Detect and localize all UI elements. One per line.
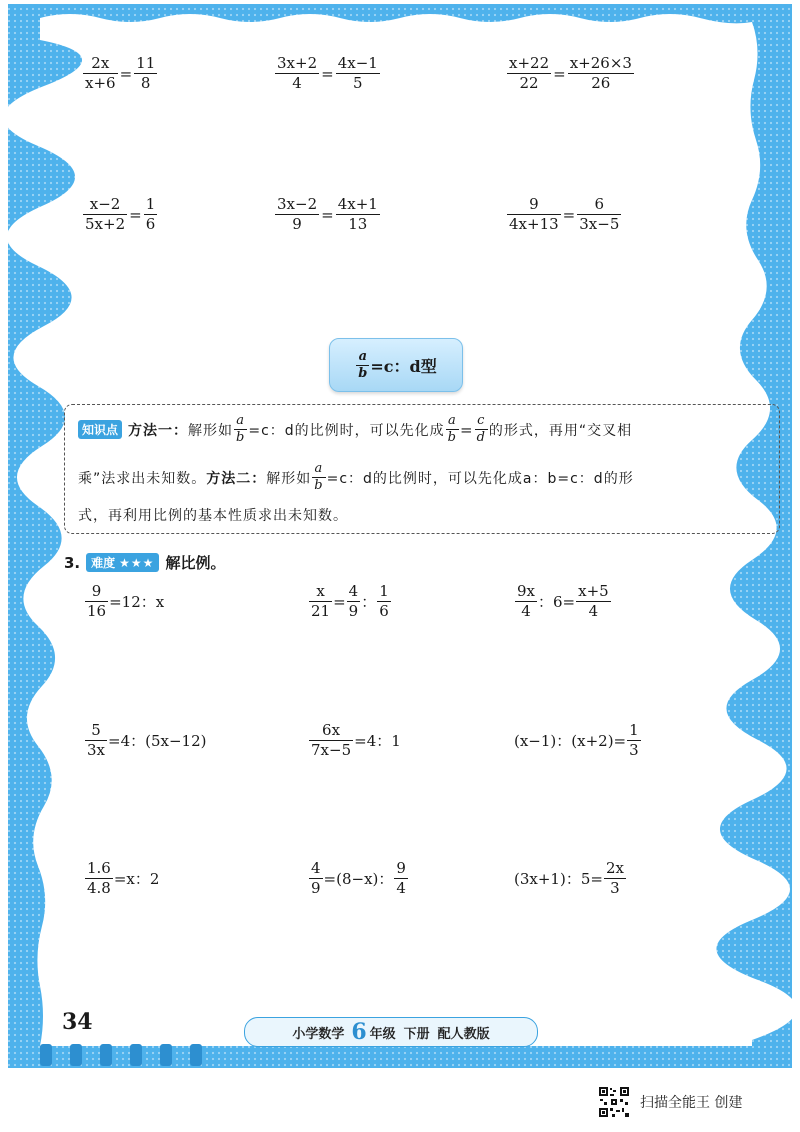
method-one-label: 方法一： (128, 422, 189, 439)
denominator: 9 (292, 215, 302, 233)
numerator: 1 (145, 195, 156, 213)
method-two-label: 方法二： (206, 470, 267, 487)
expression: =(8−x)： (323, 870, 394, 888)
numerator: 9x (517, 582, 536, 600)
equation-top-r1c1: $\frac{2x}{x+6}$ = $\frac{11}{8}$ (85, 54, 156, 92)
numerator: 9 (529, 195, 539, 213)
grade-label: 年级 (369, 1026, 396, 1042)
proportion-r1c2 (308, 583, 392, 620)
denominator: 3 (610, 879, 620, 897)
type-title-box (329, 338, 463, 392)
denominator: 22 (519, 74, 539, 92)
numerator: 5 (91, 721, 101, 739)
denominator: 4 (521, 602, 531, 620)
type-title-suffix: 型 (420, 356, 437, 376)
numerator: 1 (379, 582, 389, 600)
numerator: 6 (594, 195, 605, 213)
denominator: 6 (145, 215, 156, 233)
difficulty-badge (86, 553, 159, 572)
denominator: 26 (591, 74, 611, 92)
expression: ： (361, 593, 377, 611)
difficulty-label: 难度 (91, 556, 116, 570)
denominator: b (358, 365, 368, 381)
numerator: x−2 (89, 195, 121, 213)
denominator: 3x−5 (579, 215, 620, 233)
numerator: 3x+2 (277, 54, 318, 72)
equation-top-r1c2: $\frac{3x+2}{4}$ = $\frac{4x-1}{5}$ (277, 54, 378, 92)
denominator: d (476, 430, 486, 445)
equation-top-r2c3: $\frac{9}{4x+13}$ = $\frac{6}{3x-5}$ (509, 195, 620, 233)
denominator: 21 (311, 602, 331, 620)
question-3-header (64, 552, 225, 573)
denominator: 6 (379, 602, 389, 620)
denominator: 9 (311, 879, 321, 897)
numerator: 1.6 (87, 859, 111, 877)
numerator: 11 (136, 54, 156, 72)
proportion-r1c3 (514, 583, 612, 620)
denominator: 9 (348, 602, 359, 620)
denominator: 4 (292, 74, 302, 92)
text: =c：d的比例时，可以先化成 (248, 422, 445, 439)
text: 的形式，再用“交叉相 (488, 422, 633, 439)
edition-label: 配人教版 (437, 1026, 490, 1042)
numerator: 4 (348, 582, 359, 600)
proportion-r3c3 (514, 860, 627, 897)
proportion-r3c2 (308, 860, 409, 897)
denominator: 3 (629, 741, 639, 759)
expression: =4：(5x−12) (108, 732, 207, 750)
numerator: 4x−1 (337, 54, 378, 72)
numerator: 9 (91, 582, 102, 600)
question-title: 解比例。 (165, 554, 226, 572)
knowledge-line-1: 知识点 方法一： 解形如 $\frac{a}{b}$ =c：d的比例时，可以先化成 $\frac{a}{b}$ = $\frac{c}{d}$ 的形式，再用“交叉相 (78, 414, 632, 445)
numerator: 2x (605, 859, 624, 877)
numerator: a (358, 348, 368, 364)
volume-label: 下册 (403, 1026, 430, 1042)
denominator: 16 (87, 602, 107, 620)
text: 解形如 (266, 470, 312, 487)
numerator: a (314, 461, 324, 476)
proportion-r3c1 (84, 860, 159, 897)
text: =c：d的比例时，可以先化成a：b=c：d的形 (326, 470, 634, 487)
numerator: 1 (629, 721, 639, 739)
numerator: x (316, 582, 325, 600)
proportion-r2c2 (308, 722, 401, 759)
page-number: 34 (62, 1009, 93, 1035)
denominator: 3x (87, 741, 106, 759)
denominator: b (236, 430, 246, 445)
denominator: 8 (140, 74, 151, 92)
scanner-watermark (598, 1086, 742, 1118)
type-title-text: =c：d (370, 356, 421, 376)
text: 解形如 (188, 422, 234, 439)
proportion-r1c1 (84, 583, 164, 620)
expression: ：6= (538, 593, 576, 611)
denominator: 5x+2 (85, 215, 126, 233)
grade-number: 6 (351, 1019, 367, 1045)
numerator: c (477, 413, 486, 428)
numerator: x+22 (509, 54, 550, 72)
numerator: 9 (396, 859, 406, 877)
qr-code-icon (598, 1086, 630, 1118)
denominator: 13 (348, 215, 368, 233)
denominator: b (314, 478, 324, 493)
expression: (x−1)：(x+2)= (514, 732, 627, 750)
proportion-r2c3 (514, 722, 642, 759)
equation-top-r2c1: $\frac{x-2}{5x+2}$ = $\frac{1}{6}$ (85, 195, 156, 233)
expression: =12：x (109, 593, 165, 611)
numerator: x+26×3 (569, 54, 632, 72)
denominator: x+6 (85, 74, 116, 92)
equation-top-r1c3: $\frac{x+22}{22}$ = $\frac{x+26\times 3}{26}$ (509, 54, 632, 92)
denominator: 5 (352, 74, 363, 92)
denominator: 4x+13 (509, 215, 559, 233)
numerator: x+5 (578, 582, 609, 600)
denominator: 4 (396, 879, 406, 897)
denominator: b (447, 430, 457, 445)
book-footer-label (244, 1017, 538, 1047)
scanner-text: 扫描全能王 创建 (640, 1095, 743, 1111)
text: 式，再利用比例的基本性质求出未知数。 (78, 508, 348, 524)
denominator: 4 (588, 602, 599, 620)
denominator: 4.8 (87, 879, 111, 897)
numerator: 6x (322, 721, 341, 739)
numerator: a (236, 413, 246, 428)
numerator: 4 (311, 859, 321, 877)
text: 乘”法求出未知数。 (78, 470, 207, 487)
question-number: 3. (64, 553, 81, 572)
knowledge-line-3 (78, 505, 348, 525)
numerator: a (447, 413, 457, 428)
expression: =x：2 (113, 870, 160, 888)
knowledge-line-2 (78, 462, 634, 493)
subject-label: 小学数学 (292, 1026, 345, 1042)
numerator: 2x (91, 54, 110, 72)
expression: = (333, 592, 346, 611)
proportion-r2c1 (84, 722, 207, 759)
denominator: 7x−5 (311, 741, 352, 759)
numerator: 4x+1 (337, 195, 378, 213)
expression: =4：1 (354, 732, 401, 750)
knowledge-tag: 知识点 (78, 420, 122, 439)
star-icon: ★★★ (119, 555, 155, 570)
expression: (3x+1)：5= (514, 870, 603, 888)
numerator: 3x−2 (277, 195, 318, 213)
equation-top-r2c2: $\frac{3x-2}{9}$ = $\frac{4x+1}{13}$ (277, 195, 378, 233)
